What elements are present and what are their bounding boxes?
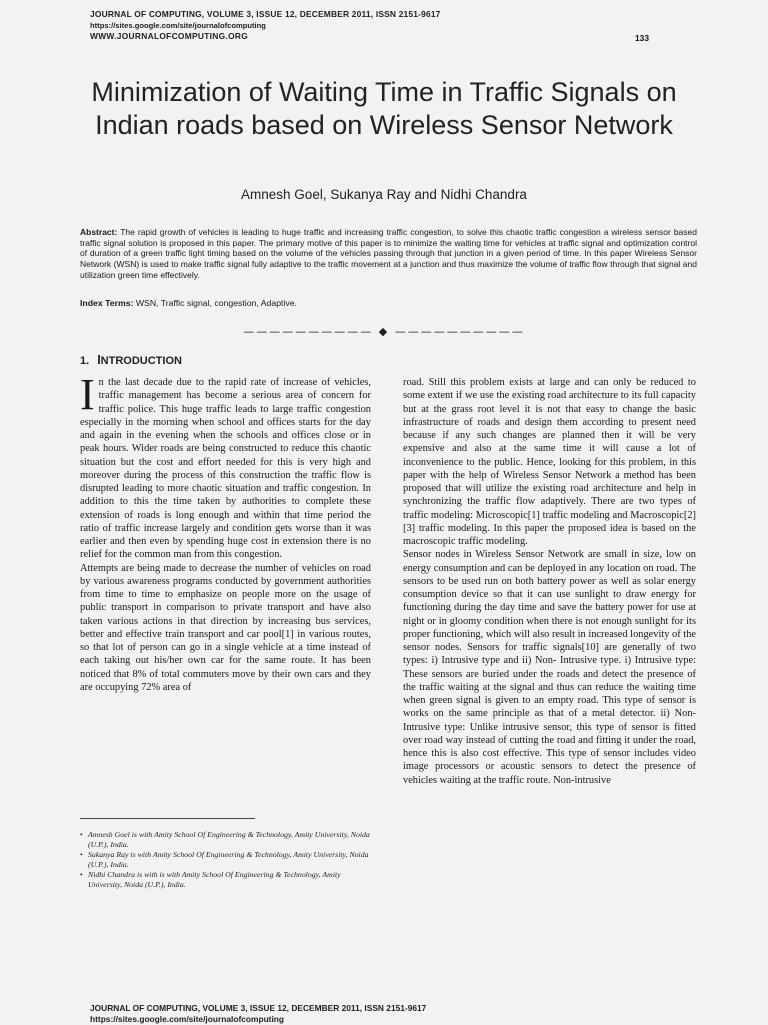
page-number: 133 (635, 33, 649, 43)
footnotes (80, 830, 370, 890)
footnote-item (80, 870, 370, 890)
index-terms (80, 298, 697, 308)
paragraph: Sensor nodes in Wireless Sensor Network are small in size, low on energy consumption and can be deployed in any location on road. The sensors to be used run on both battery power as well as solar energy consumption device so that it can use sunlight to draw energy for functioning during the day time and save the battery power for use at night or in gloomy condition when there is not enough sunlight for its proper functioning, which will also result in increased longevity of the sensor nodes. Sensors for traffic signals[10] are generally of two types: i) Intrusive type and ii) Non- Intrusive type. i) Intrusive type: These sensors are buried under the roads and detect the presence of the traffic waiting at the signal and thus can reduce the waiting time when green signal is given to an empty road. This type of sensor is works on the same principle as that of a metal detector. ii) Non- Intrusive type: Unlike intrusive sensor, this type of sensor is fitted over road way instead of cutting the road and fitting it under the road, hence this is also cost effective. This type of sensor includes video image processors or acoustic sensors to detect the presence of vehicles waiting at the traffic route. Non-intrusive (403, 549, 696, 786)
bullet-icon: • (80, 870, 83, 879)
section-title-initial: I (97, 353, 101, 367)
index-terms-label: Index Terms: (80, 298, 134, 308)
footnote-text: Amnesh Goel is with Amity School Of Engineering & Technology, Amity University, Noida (U.P.), India. (88, 830, 370, 849)
section-number: 1. (80, 355, 90, 367)
footnote-rule (80, 818, 255, 819)
footnote-text: Nidhi Chandra is with is with Amity School Of Engineering & Technology, Amity University, Noida (U.P.), India. (88, 870, 341, 889)
section-divider: —————————— ◆ —————————— (243, 325, 525, 338)
footnote-item (80, 850, 370, 870)
index-terms-text: WSN, Traffic signal, congestion, Adaptive. (133, 298, 297, 308)
abstract-label: Abstract: (80, 227, 118, 237)
running-header (90, 9, 441, 42)
running-footer (90, 1003, 426, 1025)
drop-cap: I (80, 370, 95, 419)
section-heading (80, 353, 182, 367)
journal-url[interactable]: https://sites.google.com/site/journalofcomputing (90, 21, 266, 30)
footnote-item (80, 830, 370, 850)
abstract-text: The rapid growth of vehicles is leading to huge traffic and increasing traffic congestion, to solve this chaotic traffic congestion a wireless sensor based traffic signal solution is proposed in this paper. The primary motive of this paper is to minimize the waiting time for vehicles at traffic signal and optimization control of duration of a green traffic light timing based on the volume of the vehicles passing through that junction in a given period of time. In this paper Wireless Sensor Network (WSN) is used to make traffic signal fully adaptive to the traffic movement at a junction and thus maximize the volume of traffic flow through that signal and utilization green time effectively. (80, 227, 697, 280)
journal-website[interactable]: WWW.JOURNALOFCOMPUTING.ORG (90, 31, 249, 41)
section-title-rest: NTRODUCTION (100, 355, 182, 367)
left-column (80, 370, 371, 694)
journal-header-line: JOURNAL OF COMPUTING, VOLUME 3, ISSUE 12, DECEMBER 2011, ISSN 2151-9617 (90, 9, 441, 19)
paragraph: road. Still this problem exists at large and can only be reduced to some extent if we use the existing road architecture to its full capacity but at the grass root level it is not that easy to change the basic infrastructure of roads and design them according to present need because if any such changes are planned then it will be very expensive and also at the same time it will cause a lot of inconvenience to the public. Hence, looking for this problem, in this paper with the help of Wireless Sensor Network a method has been proposed that will utilize the existing road architecture and help in synchronizing the traffic flow adaptively. There are two types of traffic modeling: Microscopic[1] traffic modeling and Macroscopic[2][3] traffic modeling. In this paper the proposed idea is based on the macroscopic traffic modeling. (403, 377, 696, 547)
bullet-icon: • (80, 850, 83, 859)
footer-journal-line: JOURNAL OF COMPUTING, VOLUME 3, ISSUE 12, DECEMBER 2011, ISSN 2151-9617 (90, 1003, 427, 1013)
paragraph (80, 370, 371, 562)
abstract (80, 227, 697, 281)
bullet-icon: • (80, 830, 83, 839)
paragraph: Attempts are being made to decrease the number of vehicles on road by various awareness programs conducted by government authorities from time to time to emphasize on people more on the usage of public transport in comparison to private transport and have also taken various actions in that direction by increasing bus services, better and effective train transport and car pool[1] in various routes, so that lot of person can go in a single vehicle at a time instead of each taking out his/her own car for the same route. It has been noticed that 8% of total commuters move by their own cars and they are occupying 72% area of (80, 562, 371, 693)
footnote-text: Sukanya Ray is with Amity School Of Engineering & Technology, Amity University, Noida (U.P.), India. (88, 850, 369, 869)
paragraph-text: n the last decade due to the rapid rate of increase of vehicles, traffic management has become a serious area of concern for traffic police. This huge traffic leads to large traffic congestion especially in the morning when school and offices starts for the day and again in the evening when the schools and offices close or in peak hours. Wider roads are being constructed to reduce this chaotic situation but the cost and effort needed for this is very high and moreover during the process of this construction the traffic flow is disrupted leading to more chaotic situation and traffic congestion. In addition to this the time taken by authorities to complete these extension of roads is long enough and within that time period the ratio of traffic increase largely and condition gets worse than it was earlier and then even by spending huge cost in extension there is no relief for the common man from this congestion. (80, 377, 371, 561)
right-column (403, 376, 696, 787)
paper-authors: Amnesh Goel, Sukanya Ray and Nidhi Chandra (241, 187, 527, 202)
footer-url[interactable]: https://sites.google.com/site/journalofcomputing (90, 1014, 285, 1024)
paper-title: Minimization of Waiting Time in Traffic Signals on Indian roads based on Wireless Sensor Network (91, 77, 677, 140)
